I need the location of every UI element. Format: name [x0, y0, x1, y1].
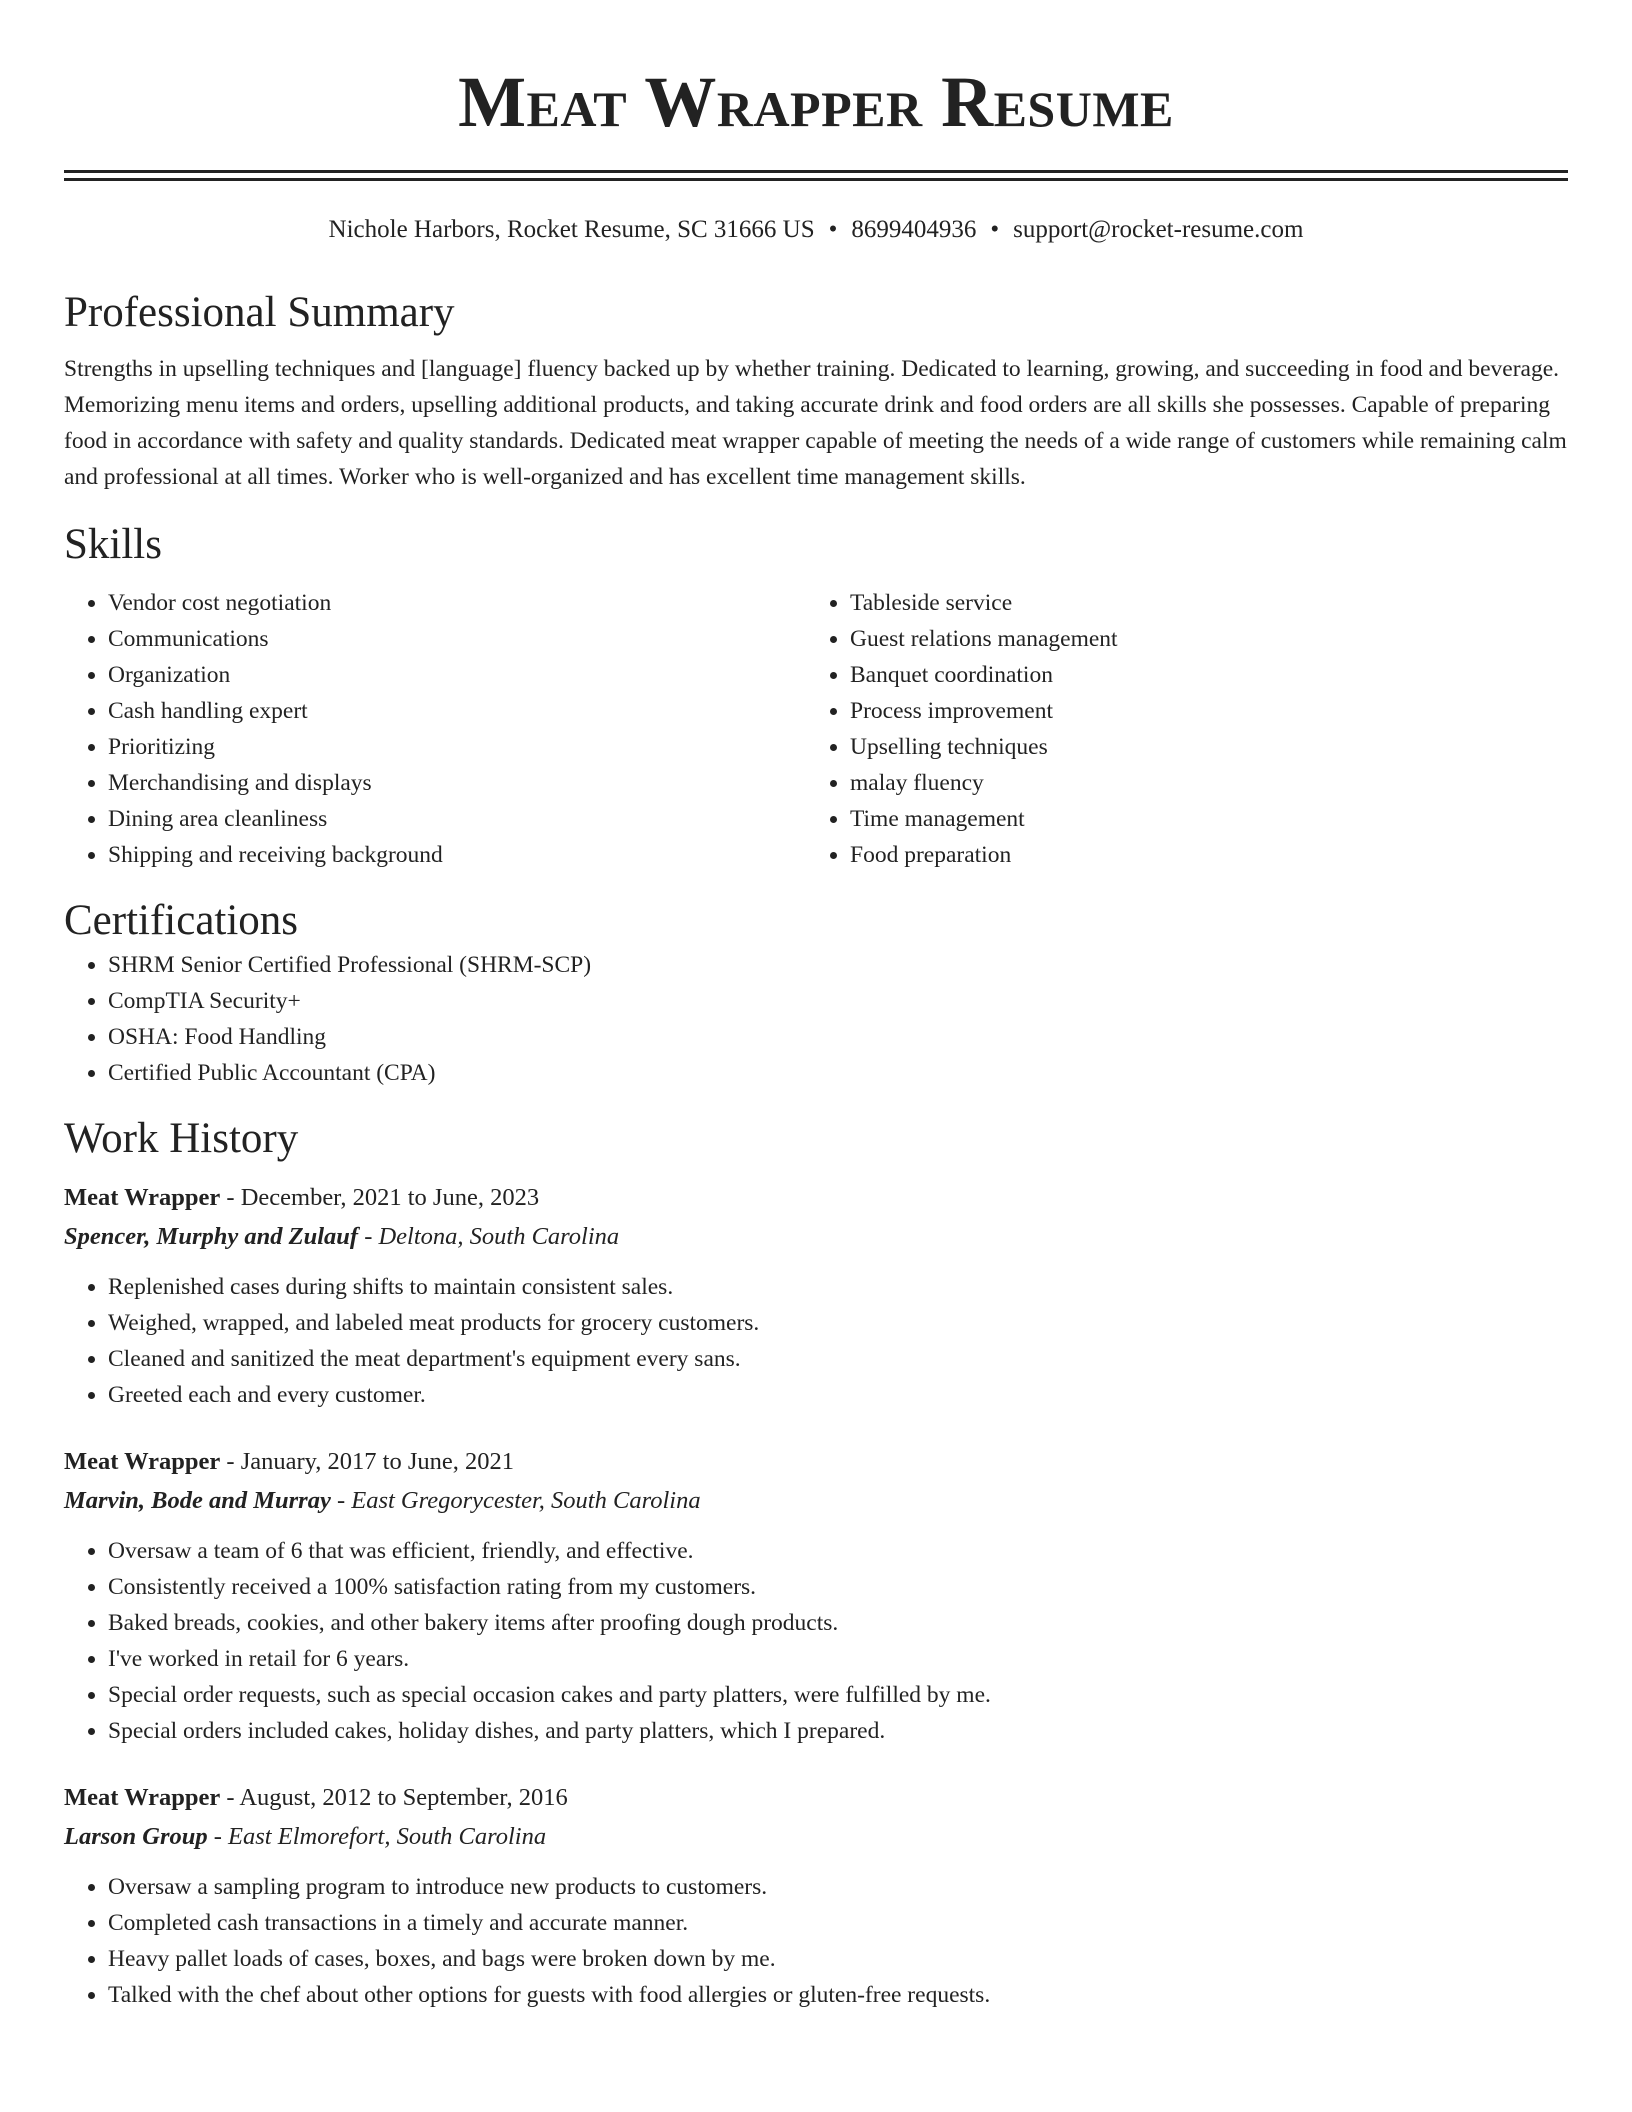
job-title: Meat Wrapper: [64, 1448, 221, 1475]
certifications-list: [64, 947, 1568, 1091]
skill-item: • Guest relations management: [850, 621, 1548, 657]
job-bullet: • Talked with the chef about other options for guests with food allergies or gluten-free requests.: [108, 1977, 1568, 2013]
certification-item: • Certified Public Accountant (CPA): [108, 1055, 1568, 1091]
job-company-line: [64, 1481, 1568, 1521]
skill-item: • Vendor cost negotiation: [108, 585, 806, 621]
job-bullet: • Special orders included cakes, holiday dishes, and party platters, which I prepared.: [108, 1713, 1568, 1749]
contact-separator: •: [828, 216, 838, 243]
job-title: Meat Wrapper: [64, 1184, 221, 1211]
job-bullet: • Replenished cases during shifts to maintain consistent sales.: [108, 1269, 1568, 1305]
job-bullet: • Oversaw a team of 6 that was efficient, friendly, and effective.: [108, 1533, 1568, 1569]
certification-item: • OSHA: Food Handling: [108, 1019, 1568, 1055]
job-location: - East Elmorefort, South Carolina: [207, 1823, 547, 1850]
contact-phone: 8699404936: [851, 216, 977, 243]
skill-item: • Banquet coordination: [850, 657, 1548, 693]
job-bullet: • Special order requests, such as special occasion cakes and party platters, were fulfilled by me.: [108, 1677, 1568, 1713]
job-company: Spencer, Murphy and Zulauf: [64, 1223, 359, 1250]
job-location: - Deltona, South Carolina: [358, 1223, 620, 1250]
skill-item: • Shipping and receiving background: [108, 837, 806, 873]
skills-column-right: [806, 585, 1548, 873]
certification-item: • SHRM Senior Certified Professional (SHRM-SCP): [108, 947, 1568, 983]
job-dates: - December, 2021 to June, 2023: [220, 1184, 540, 1211]
skill-item: • Process improvement: [850, 693, 1548, 729]
job-entry: [64, 1179, 1568, 1413]
skill-item: • Food preparation: [850, 837, 1548, 873]
job-entry: [64, 1443, 1568, 1749]
job-company-line: [64, 1217, 1568, 1257]
summary-heading: Professional Summary: [64, 289, 455, 336]
contact-email: support@rocket-resume.com: [1013, 216, 1304, 243]
page-title: Meat Wrapper Resume: [458, 62, 1174, 142]
skill-item: • Dining area cleanliness: [108, 801, 806, 837]
skills-column-left: [64, 585, 806, 873]
skill-item: • Tableside service: [850, 585, 1548, 621]
skill-item: • Organization: [108, 657, 806, 693]
job-bullet: • Completed cash transactions in a timely and accurate manner.: [108, 1905, 1568, 1941]
skills-heading: Skills: [64, 521, 162, 568]
job-title-line: [64, 1779, 1568, 1817]
skill-item: • Cash handling expert: [108, 693, 806, 729]
job-bullet: • I've worked in retail for 6 years.: [108, 1641, 1568, 1677]
job-title-line: [64, 1179, 1568, 1217]
job-bullet: • Baked breads, cookies, and other bakery items after proofing dough products.: [108, 1605, 1568, 1641]
certification-item: • CompTIA Security+: [108, 983, 1568, 1019]
contact-line: [64, 215, 1568, 245]
job-bullets: [64, 1269, 1568, 1413]
skill-item: • Prioritizing: [108, 729, 806, 765]
title-divider: [64, 170, 1568, 181]
job-title: Meat Wrapper: [64, 1784, 221, 1811]
job-dates: - January, 2017 to June, 2021: [220, 1448, 515, 1475]
job-company: Marvin, Bode and Murray: [64, 1487, 331, 1514]
skill-item: • Merchandising and displays: [108, 765, 806, 801]
summary-text: Strengths in upselling techniques and [language] fluency backed up by whether training. Dedicated to learning, growing, and succeeding in food and beverage. Memorizing menu items and orders, upselling additional products, and taking accurate drink and food orders are all skills she possesses. Capable of preparing food in accordance with safety and quality standards. Dedicated meat wrapper capable of meeting the needs of a wide range of customers while remaining calm and professional at all times. Worker who is well-organized and has excellent time management skills.: [64, 356, 1567, 490]
skills-columns: [64, 585, 1568, 873]
skills-list-left: [64, 585, 806, 873]
job-title-line: [64, 1443, 1568, 1481]
job-dates: - August, 2012 to September, 2016: [220, 1784, 568, 1811]
skill-item: • Communications: [108, 621, 806, 657]
certifications-heading: Certifications: [64, 897, 299, 944]
job-bullets: [64, 1869, 1568, 2013]
job-bullet: • Oversaw a sampling program to introduce new products to customers.: [108, 1869, 1568, 1905]
job-bullet: • Greeted each and every customer.: [108, 1377, 1568, 1413]
job-bullet: • Heavy pallet loads of cases, boxes, and bags were broken down by me.: [108, 1941, 1568, 1977]
job-company-line: [64, 1817, 1568, 1857]
skill-item: • Time management: [850, 801, 1548, 837]
skill-item: • malay fluency: [850, 765, 1548, 801]
job-company: Larson Group: [64, 1823, 208, 1850]
job-location: - East Gregorycester, South Carolina: [330, 1487, 701, 1514]
work-history-heading: Work History: [64, 1115, 299, 1162]
job-bullet: • Consistently received a 100% satisfaction rating from my customers.: [108, 1569, 1568, 1605]
skill-item: • Upselling techniques: [850, 729, 1548, 765]
job-bullet: • Cleaned and sanitized the meat department's equipment every sans.: [108, 1341, 1568, 1377]
contact-address: Nichole Harbors, Rocket Resume, SC 31666 US: [328, 216, 815, 243]
skills-list-right: [806, 585, 1548, 873]
job-entry: [64, 1779, 1568, 2013]
job-bullets: [64, 1533, 1568, 1749]
job-bullet: • Weighed, wrapped, and labeled meat products for grocery customers.: [108, 1305, 1568, 1341]
contact-separator: •: [990, 216, 1000, 243]
